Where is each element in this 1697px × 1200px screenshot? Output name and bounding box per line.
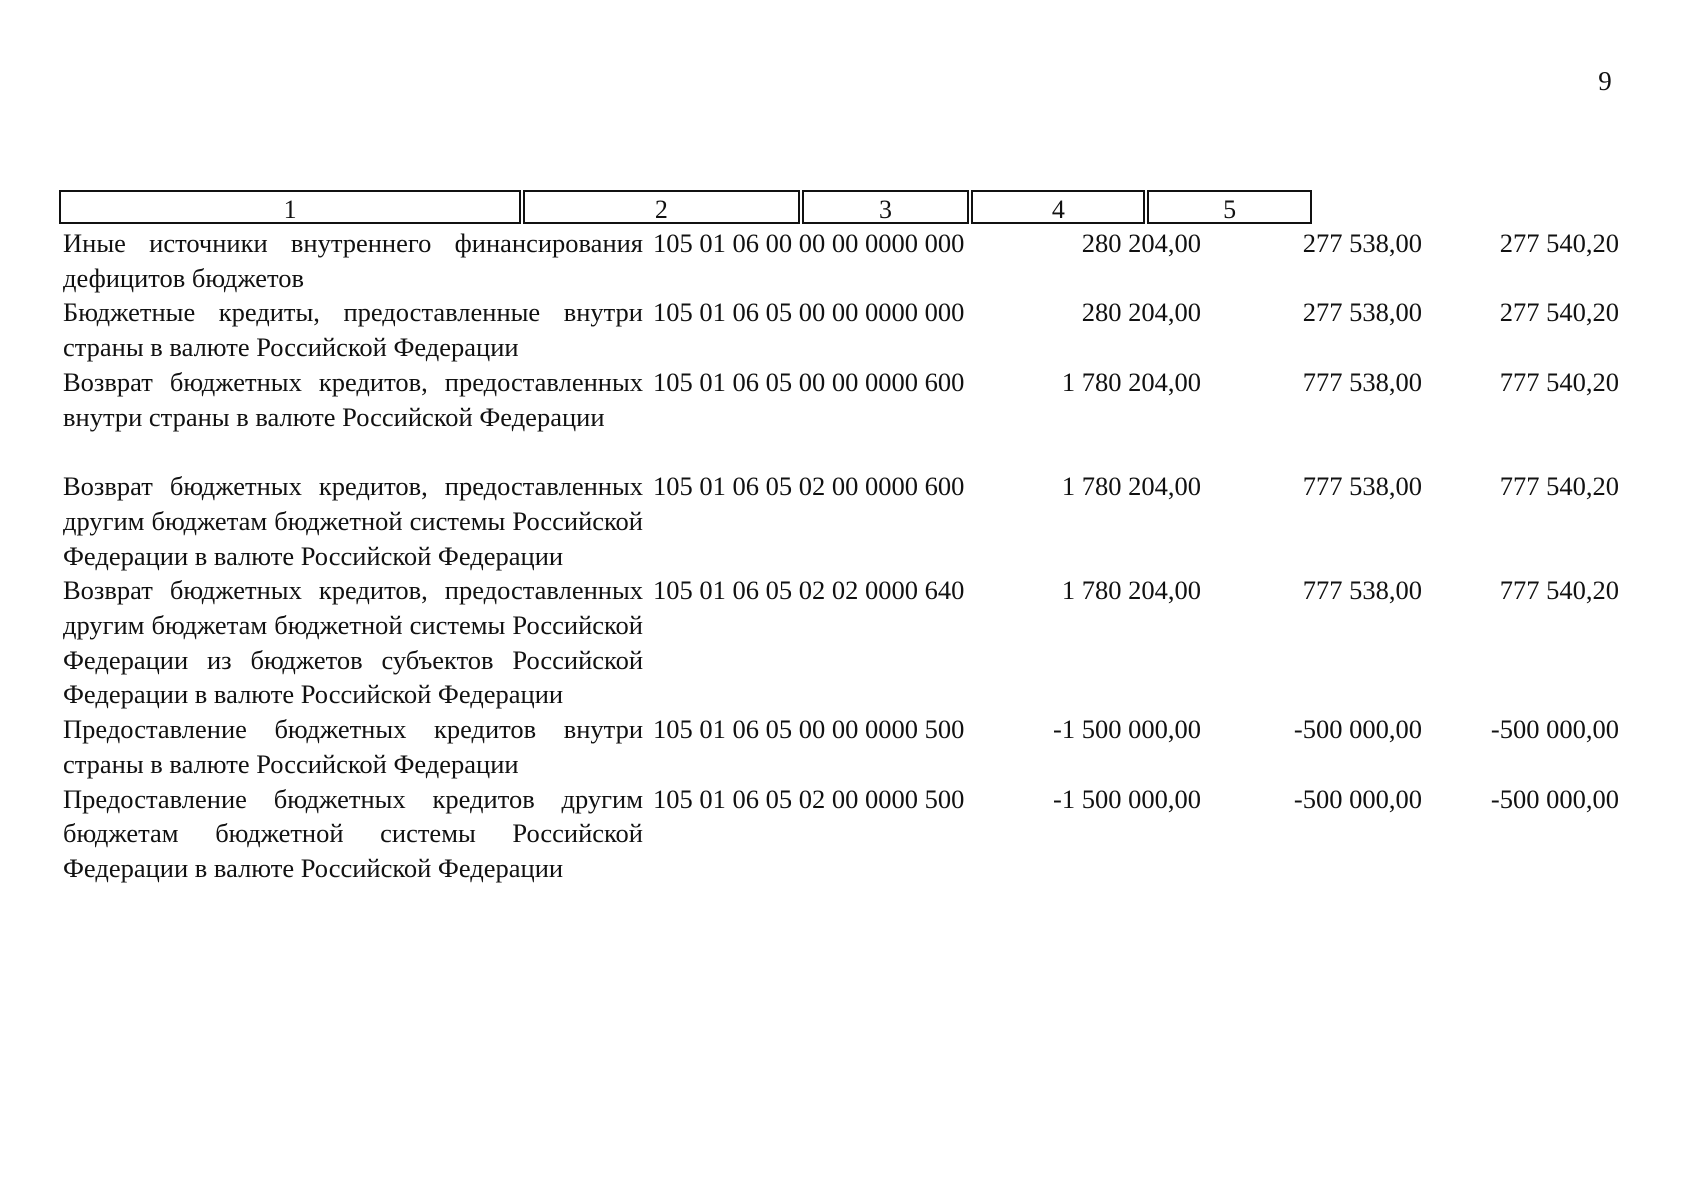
row-col5-cell: -500 000,00: [1490, 714, 1619, 745]
row-col3-cell: 280 204,00: [1081, 297, 1201, 328]
row-col4-cell: 777 538,00: [1302, 575, 1422, 606]
row-name-cell: Предоставление бюджетных кредитов внутри страны в валюте Российской Федерации: [63, 714, 643, 779]
table-row: [63, 469, 1643, 573]
row-col4-cell: 277 538,00: [1302, 297, 1422, 328]
row-name-cell: Предоставление бюджетных кредитов другим бюджетам бюджетной системы Российской Федерации в валюте Российской Федерации: [63, 783, 643, 883]
page-number: 9: [1598, 66, 1612, 96]
table-row: [63, 712, 1643, 781]
header-cell-4: 4: [971, 190, 1145, 224]
row-name-cell: Иные источники внутреннего финансирования дефицитов бюджетов: [63, 228, 643, 293]
row-code-cell: 105 01 06 05 00 00 0000 000: [653, 297, 965, 328]
row-col4-cell: -500 000,00: [1293, 783, 1422, 814]
budget-table-body: [63, 226, 1643, 886]
row-code-cell: 105 01 06 00 00 00 0000 000: [653, 228, 965, 258]
row-col3-cell: 1 780 204,00: [1061, 575, 1201, 606]
row-col4-cell: 277 538,00: [1302, 228, 1422, 258]
row-code-cell: 105 01 06 05 02 02 0000 640: [653, 575, 965, 606]
row-col5-cell: 777 540,20: [1499, 366, 1619, 397]
row-col5-cell: 777 540,20: [1499, 471, 1619, 502]
header-cell-5: 5: [1147, 190, 1312, 224]
header-cell-1: 1: [59, 190, 521, 224]
row-name-cell: Возврат бюджетных кредитов, предоставленных другим бюджетам бюджетной системы Российской Федерации из бюджетов субъектов Российской Федерации в валюте Российской Федерации: [63, 575, 643, 710]
row-col5-cell: 277 540,20: [1499, 297, 1619, 328]
row-col3-cell: -1 500 000,00: [1053, 714, 1201, 745]
row-code-cell: 105 01 06 05 00 00 0000 600: [653, 366, 965, 397]
row-code-cell: 105 01 06 05 02 00 0000 600: [653, 471, 965, 502]
header-cell-3: 3: [802, 190, 970, 224]
table-row: [63, 573, 1643, 712]
row-name-cell: Бюджетные кредиты, предоставленные внутри страны в валюте Российской Федерации: [63, 297, 643, 363]
table-row: [63, 295, 1643, 364]
table-row: [63, 365, 1643, 434]
row-code-cell: 105 01 06 05 02 00 0000 500: [653, 783, 965, 814]
header-cell-2: 2: [523, 190, 799, 224]
row-name-cell: Возврат бюджетных кредитов, предоставленных другим бюджетам бюджетной системы Российской Федерации в валюте Российской Федерации: [63, 471, 643, 571]
row-col5-cell: 277 540,20: [1499, 228, 1619, 258]
row-col5-cell: -500 000,00: [1490, 783, 1619, 814]
row-col4-cell: 777 538,00: [1302, 366, 1422, 397]
row-col4-cell: 777 538,00: [1302, 471, 1422, 502]
table-row: [63, 782, 1643, 886]
table-header-row: [59, 190, 1312, 224]
row-code-cell: 105 01 06 05 00 00 0000 500: [653, 714, 965, 745]
row-col5-cell: 777 540,20: [1499, 575, 1619, 606]
table-row: [63, 226, 1643, 295]
row-col4-cell: -500 000,00: [1293, 714, 1422, 745]
row-col3-cell: 1 780 204,00: [1061, 366, 1201, 397]
row-name-cell: Возврат бюджетных кредитов, предоставленных внутри страны в валюте Российской Федерации: [63, 366, 643, 432]
row-col3-cell: -1 500 000,00: [1053, 783, 1201, 814]
row-col3-cell: 1 780 204,00: [1061, 471, 1201, 502]
row-col3-cell: 280 204,00: [1081, 228, 1201, 258]
